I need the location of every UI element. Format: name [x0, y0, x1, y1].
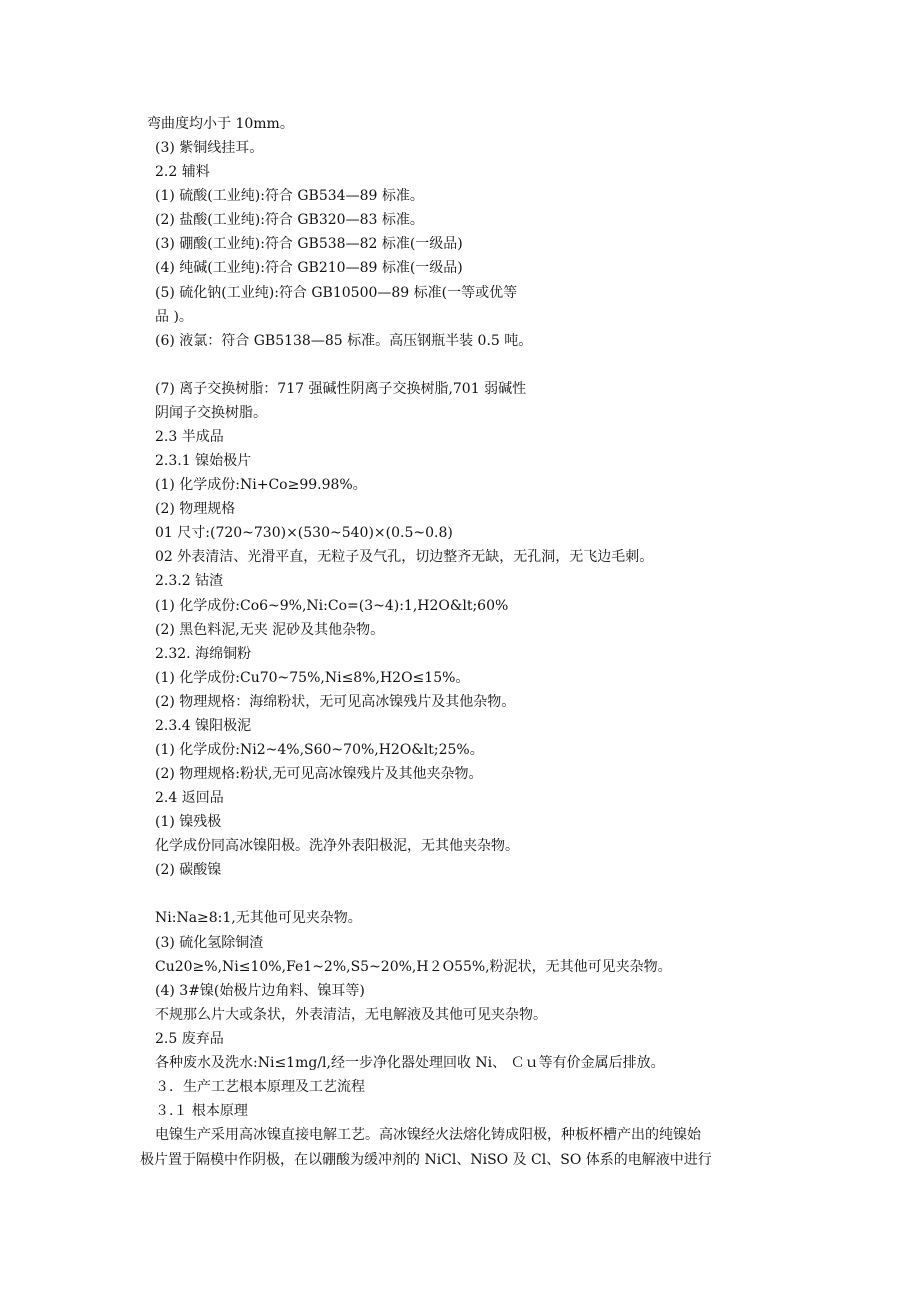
- text-line: (2) 物理规格: [155, 501, 236, 517]
- text-line: 极片置于隔模中作阴极，在以硼酸为缓冲剂的 NiCl、NiSO 及 Cl、SO 体系的电解液中进行: [140, 1152, 712, 1168]
- section-heading: 2.3.1 镍始极片: [155, 453, 252, 469]
- text-line: (6) 液氯：符合 GB5138—85 标准。高压钢瓶半装 0.5 吨。: [155, 333, 533, 349]
- text-line: (5) 硫化钠(工业纯):符合 GB10500—89 标准(一等或优等: [155, 285, 518, 301]
- text-line: 02 外表清洁、光滑平直，无粒子及气孔，切边整齐无缺，无孔洞，无飞边毛刺。: [155, 549, 654, 565]
- text-line: (3) 紫铜线挂耳。: [155, 140, 264, 156]
- text-line: 品 )。: [155, 309, 193, 325]
- section-heading: 2.32. 海绵铜粉: [155, 646, 252, 662]
- text-line: (1) 化学成份:Ni+Co≥99.98%。: [155, 477, 367, 493]
- section-heading: 2.4 返回品: [155, 790, 224, 806]
- section-heading: ３．生产工艺根本原理及工艺流程: [155, 1079, 365, 1095]
- text-line: (2) 物理规格:粉状,无可见高冰镍残片及其他夹杂物。: [155, 766, 483, 782]
- section-heading: 2.3.2 钴渣: [155, 573, 224, 589]
- text-line: Ni:Na≥8:1,无其他可见夹杂物。: [155, 910, 362, 926]
- text-line: (2) 盐酸(工业纯):符合 GB320—83 标准。: [155, 212, 424, 228]
- section-heading: 2.3 半成品: [155, 429, 224, 445]
- section-heading: 2.2 辅料: [155, 164, 210, 180]
- text-line: (1) 化学成份:Ni2~4%,S60~70%,H2O&lt;25%。: [155, 742, 484, 758]
- text-line: (3) 硫化氢除铜渣: [155, 935, 264, 951]
- text-line: 电镍生产采用高冰镍直接电解工艺。高冰镍经火法熔化铸成阳极，种板杯槽产出的纯镍始: [155, 1127, 701, 1143]
- text-line: 01 尺寸:(720~730)×(530~540)×(0.5~0.8): [155, 525, 453, 541]
- text-line: (2) 物理规格：海绵粉状，无可见高冰镍残片及其他杂物。: [155, 694, 516, 710]
- text-line: (4) 纯碱(工业纯):符合 GB210—89 标准(一级品): [155, 260, 463, 276]
- section-heading: 2.3.4 镍阳极泥: [155, 718, 252, 734]
- text-line: 各种废水及洗水:Ni≤1mg/l,经一步净化器处理回收 Ni、 Ｃｕ等有价金属后排放。: [155, 1055, 665, 1071]
- section-heading: ３.１ 根本原理: [155, 1103, 248, 1119]
- text-line: 不规那么片大或条状，外表清洁，无电解液及其他可见夹杂物。: [155, 1007, 547, 1023]
- text-line: (1) 镍残极: [155, 814, 222, 830]
- text-line: Cu20≥%,Ni≤10%,Fe1~2%,S5~20%,H２O55%,粉泥状，无其他可见夹杂物。: [155, 959, 672, 975]
- text-line: (1) 化学成份:Cu70~75%,Ni≤8%,H2O≤15%。: [155, 670, 470, 686]
- text-line: (7) 离子交换树脂：717 强碱性阴离子交换树脂,701 弱碱性: [155, 381, 527, 397]
- text-line: (3) 硼酸(工业纯):符合 GB538—82 标准(一级品): [155, 236, 463, 252]
- text-line: 阴闻子交换树脂。: [155, 405, 267, 421]
- section-heading: 2.5 废弃品: [155, 1031, 224, 1047]
- text-line: 弯曲度均小于 10mm。: [147, 116, 294, 132]
- text-line: (4) 3#镍(始极片边角料、镍耳等): [155, 983, 365, 999]
- text-line: (1) 硫酸(工业纯):符合 GB534—89 标准。: [155, 188, 424, 204]
- text-line: (2) 碳酸镍: [155, 862, 222, 878]
- text-line: (2) 黑色料泥,无夹 泥砂及其他杂物。: [155, 622, 385, 638]
- text-line: (1) 化学成份:Co6~9%,Ni:Co=(3~4):1,H2O&lt;60%: [155, 598, 509, 614]
- text-line: 化学成份同高冰镍阳极。洗净外表阳极泥，无其他夹杂物。: [155, 838, 519, 854]
